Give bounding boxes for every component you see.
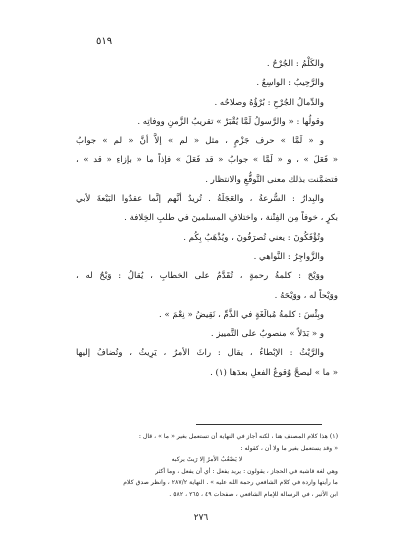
text-line: والرَّيْثُ : الإبْطاءُ ، يقال : راثَ الأمرُ ، يَرِيثُ ، وتُضافُ إليها (76, 348, 324, 359)
text-line: والبِدارُ : السُّرعةُ ، والعَجَلَةُ . تُريدُ أنَّهم إنَّما عقدُوا البَيْعةَ لأبي (76, 194, 324, 205)
text-line: و « لَمَّا » حرف جَزْمٍ ، مثل « لم » إلاَّ أنَّ « لم » جوابُ (76, 136, 324, 147)
page-footer-number: ٢٧٦ (193, 513, 209, 523)
text-line: « فَعَلَ » ، و « لَمَّا » جوابُ « قد فَعَلَ » فإذاً ما « بإزاءِ « قد » ، (76, 155, 338, 166)
text-line: « ما » ليصحَّ وُقوعُ الفعلِ بعدَها (١) . (210, 367, 338, 378)
footnote-divider (196, 424, 322, 425)
footnote-line: « وقد يستعمل بغير ما ولا أن ، كقوله : (240, 444, 338, 452)
text-line: وبِئْسَ : كلمةُ مُبالَغَةٍ في الذَّمِّ ، نَقِيضُ « نِعْمَ » . (159, 309, 324, 320)
footnote-line: (١) هذا كلام المصنف هنا ، لكنه أجاز في النهاية أن تستعمل بغير « ما » ، قال : (138, 433, 338, 440)
footnote-line: ابن الأثير ، في الرسالة للإمام الشافعي ، صفحات ٤٩ ، ٢٦٥ ، ٥٨٢ . (169, 490, 338, 498)
main-text-block (76, 55, 338, 383)
footnote-verse: لا يَصْعُبُ الأمرُ إلا رَيثَ يركبه (171, 456, 243, 464)
footnote-block (76, 431, 338, 501)
text-line: فتضمَّنت بذلك معنى التَّوقُّعِ والانتظار . (205, 174, 338, 185)
text-line: ووَيْحَ : كلمةُ رحمةٍ ، تُقَدَّمُ على الخطابِ ، يُقالُ : وَيْحٌ له ، (76, 271, 324, 282)
text-line: وتُؤْفَكُونَ : يعني تُصرَفُونَ ، ويُذْهَبُ بِكُم . (183, 232, 324, 243)
footnote-line: وهي لغة قاشية في الحجاز ، يقولون : يريد يفعل : أي أن يفعل ، وما أكثر (155, 467, 338, 475)
text-line: والرَّحِيبُ : الواسِعُ . (256, 78, 324, 89)
text-line: والكَلْمُ : الجُرْحُ . (266, 59, 324, 69)
text-line: والدِّمالُ الجُرْحِ : بُرْؤُهُ وصلاحُه . (214, 97, 324, 108)
text-line: بكرٍ ، خوفاً مِن الفِتْنة ، واختلافِ المسلمينَ في طلبِ الخِلافة . (124, 213, 338, 224)
page-header-number: ٥١٩ (96, 36, 113, 47)
text-line: وقولُها : « والرَّسولُ لَمَّا يُقْبَرْ » تقريبُ الزَّمنِ ووفاتِه . (137, 116, 324, 127)
text-line: و « بَدَلاً » منصوبٌ على التَّمييز . (210, 329, 324, 340)
text-line: والزَّواجِرُ : النَّواهي . (253, 251, 324, 262)
footnote-line: ما رأيتها واردة في كلام الشافعي رحمة الله عليه » . النهاية ٢٨٧/٢ ، وانظر صدق كلام (123, 479, 338, 487)
text-line: ووَيْحاً له ، ووَيْحَهُ . (274, 290, 338, 301)
